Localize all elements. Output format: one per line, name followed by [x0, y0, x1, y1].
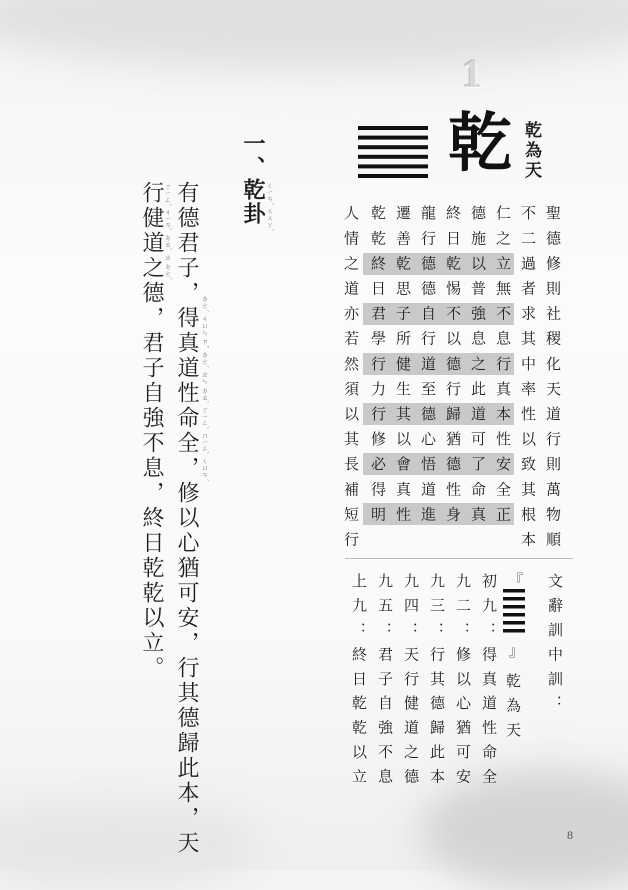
grid-column-4: 德施以普強息之此道可了命真 — [469, 205, 487, 532]
chapter-number: 1 — [462, 51, 482, 96]
grid-column-1: 聖德修則社稷化天道行則萬物順 — [544, 205, 562, 557]
ink-wash-top — [0, 0, 628, 70]
translation-zhuyin-2: ㄉㄜˊ ㄐㄩㄣ ㄗˇ ㄉㄜˊ ㄓㄣ ㄉㄠˋ ㄒㄧㄥˋ ㄇㄧㄥˋ ㄑㄩㄢˊ — [201, 295, 209, 482]
translation-column-1: 行健道之德，君子自強不息，終日乾乾以立。 — [139, 181, 164, 681]
page-number: 8 — [567, 828, 573, 842]
heading-zhuyin: ㄑㄧㄢˊ ㄍㄨㄚˋ — [266, 182, 274, 232]
line-statement-2: 九二：修以心猶可安 — [454, 573, 472, 793]
ink-wash-bottom-left — [0, 800, 260, 890]
ink-wash-bottom — [420, 770, 628, 890]
line-statement-4: 九四：天行健道之德 — [402, 573, 420, 793]
divider — [345, 558, 573, 559]
close-bracket: 』 — [509, 644, 523, 660]
translation-column-2: 有德君子，得真道性命全，修以心猶可安，行其德歸此本，天 — [174, 181, 199, 856]
hexagram-subtitle: 乾為天 — [521, 121, 541, 181]
hexagram-character: 乾 — [448, 106, 512, 181]
grid-column-2: 不二過者求其中率性以致其根本 — [519, 205, 537, 557]
grid-column-9: 人情之道亦若然須以其長補短行 — [342, 205, 360, 557]
line-statement-6: 上九：終日乾乾以立 — [350, 573, 368, 793]
section-heading-title: 乾卦 — [240, 178, 266, 226]
section-heading-number: 一、 — [240, 132, 266, 180]
grid-column-5: 終日乾惕不以德行歸猶德性身 — [444, 205, 462, 532]
open-bracket: 『 — [509, 573, 523, 589]
hexagram-qian-icon — [358, 126, 428, 178]
grid-column-8: 乾乾終日君學行力行修必得明 — [369, 205, 387, 532]
line-statement-1: 初九：得真道性命全 — [480, 573, 498, 793]
grid-column-7: 遷善乾思子所健生其以會真性 — [394, 205, 412, 532]
section-label: 文辭訓中訓： — [546, 573, 564, 720]
grid-column-3: 仁之立無不息行真本性安全正 — [494, 205, 512, 532]
hexagram-qian-small-icon — [503, 589, 525, 633]
grid-column-6: 龍行德德自行道至德心悟道進 — [419, 205, 437, 532]
translation-zhuyin-1: ㄒㄧㄥˊ ㄐㄧㄢˋ ㄉㄠˋ ㄓ ㄉㄜˊ — [164, 183, 172, 281]
section-header: 乾為天 — [504, 673, 522, 747]
line-statement-3: 九三：行其德歸此本 — [428, 573, 446, 793]
line-statement-5: 九五：君子自強不息 — [376, 573, 394, 793]
